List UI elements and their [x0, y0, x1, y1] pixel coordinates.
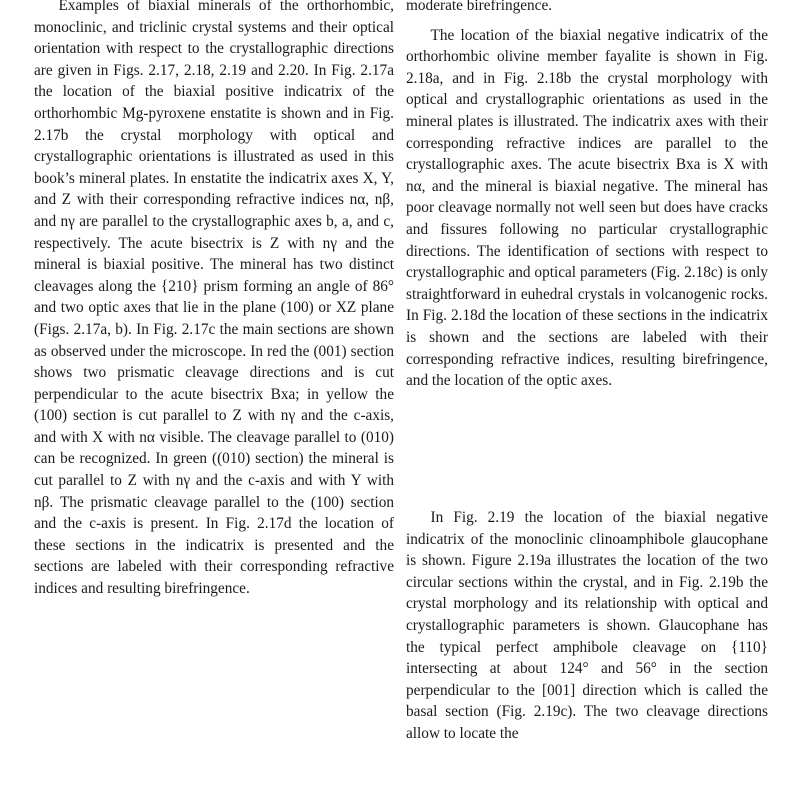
paragraph-fragment: moderate birefringence.	[406, 0, 553, 14]
paragraph-glaucophane: In Fig. 2.19 the location of the biaxial negative indicatrix of the monoclinic clinoamphibole glaucophane is shown. Figure 2.19a illustrates the location of the two circular sections within the crystal, and in Fig. 2.19b the crystal morphology and its relationship with optical and crystallographic parameters is shown. Glaucophane has the typical perfect amphibole cleavage on {110} intersecting at about 124° and 56° in the section perpendicular to the [001] direction which is called the basal section (Fig. 2.19c). The two cleavage directions allow to locate the	[406, 509, 768, 742]
left-column	[34, 0, 394, 600]
right-column-lower	[406, 507, 768, 745]
right-column	[406, 0, 768, 392]
paragraph-fayalite: The location of the biaxial negative indicatrix of the orthorhombic olivine member fayalite is shown in Fig. 2.18a, and in Fig. 2.18b the crystal morphology with optical and crystallographic orientations as used in the mineral plates is illustrated. The indicatrix axes with their corresponding refractive indices are parallel to the crystallographic axes. The acute bisectrix Bxa is X with nα, and the mineral is biaxial negative. The mineral has poor cleavage normally not well seen but does have cracks and fissures following no particular crystallographic directions. The identification of sections with respect to crystallographic and optical parameters (Fig. 2.18c) is only straightforward in euhedral crystals in volcanogenic rocks. In Fig. 2.18d the location of these sections in the indicatrix is shown and the sections are labeled with their corresponding refractive indices, resulting birefringence, and the location of the optic axes.	[406, 26, 768, 390]
paragraph-enstatite: Examples of biaxial minerals of the orthorhombic, monoclinic, and triclinic crystal systems and their optical orientation with respect to the crystallographic directions are given in Figs. 2.17, 2.18, 2.19 and 2.20. In Fig. 2.17a the location of the biaxial positive indicatrix of the orthorhombic Mg-pyroxene enstatite is shown and in Fig. 2.17b the crystal morphology with optical and crystallographic orientations is illustrated as used in this book’s mineral plates. In enstatite the indicatrix axes X, Y, and Z with their corresponding refractive indices nα, nβ, and nγ are parallel to the crystallographic axes b, a, and c, respectively. The acute bisectrix is Z with nγ and the mineral is biaxial positive. The mineral has two distinct cleavages along the {210} prism forming an angle of 86° and two optic axes that lie in the plane (100) or XZ plane (Figs. 2.17a, b). In Fig. 2.17c the main sections are shown as observed under the microscope. In red the (001) section shows two prismatic cleavage directions and is cut perpendicular to the acute bisectrix Bxa; in yellow the (100) section is cut parallel to Z with nγ and the c-axis, and with X with nα visible. The cleavage parallel to (010) can be recognized. In green ((010) section) the mineral is cut parallel to Z with nγ and the c-axis and with Y with nβ. The prismatic cleavage parallel to the (100) section and the c-axis is present. In Fig. 2.17d the location of these sections in the indicatrix is presented and the sections are labeled with their corresponding refractive indices and resulting birefringence.	[34, 0, 394, 598]
